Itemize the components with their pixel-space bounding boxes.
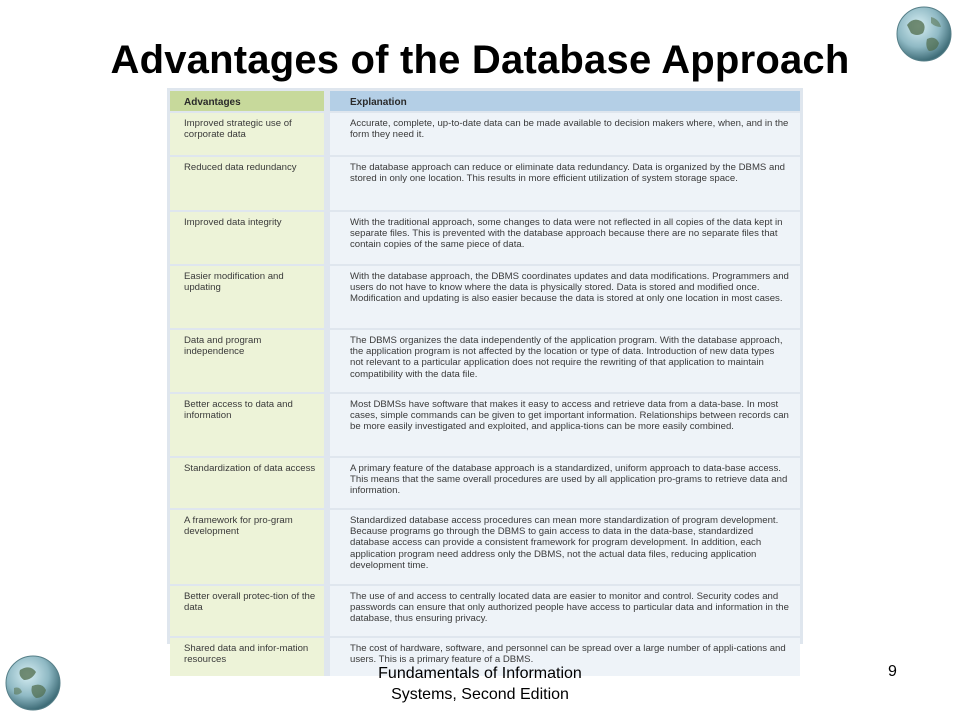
slide-footer: [330, 663, 630, 705]
page-number: 9: [888, 663, 897, 680]
advantage-cell: Shared data and infor-mation resources: [170, 638, 330, 676]
table-row: [170, 510, 800, 584]
advantage-cell: Data and program independence: [170, 330, 330, 392]
table-row: [170, 157, 800, 210]
advantage-cell: Improved data integrity: [170, 212, 330, 264]
advantage-cell: Standardization of data access: [170, 458, 330, 508]
explanation-cell: With the traditional approach, some changes to data were not reflected in all copies of the data kept in separate files. This is prevented with the database approach because there are no separate files that contain copies of the same piece of data.: [330, 212, 800, 264]
advantages-table: [167, 88, 803, 666]
globe-icon: [2, 652, 64, 714]
table-row: [170, 458, 800, 508]
column-header-advantages: Advantages: [170, 91, 330, 111]
table-row: [170, 212, 800, 264]
explanation-cell: Standardized database access procedures can mean more standardization of program development. Because programs go through the DBMS to gain access to data in the data-base, standardized database access can provide a consistent framework for program development. In addition, each application program need address only the DBMS, not the actual data files, reducing application development time.: [330, 510, 800, 584]
explanation-cell: A primary feature of the database approach is a standardized, uniform approach to data-base access. This means that the same overall procedures are used by all application pro-grams to retrieve data and information.: [330, 458, 800, 508]
explanation-cell: The database approach can reduce or eliminate data redundancy. Data is organized by the DBMS and stored in only one location. This results in more efficient utilization of system storage space.: [330, 157, 800, 210]
explanation-cell: The cost of hardware, software, and personnel can be spread over a large number of appli-cations and users. This is a primary feature of a DBMS.: [330, 638, 800, 676]
advantage-cell: Improved strategic use of corporate data: [170, 113, 330, 155]
advantage-cell: Reduced data redundancy: [170, 157, 330, 210]
column-header-explanation: Explanation: [330, 91, 800, 111]
table-row: [170, 330, 800, 392]
footer-line-1: Fundamentals of Information: [378, 665, 582, 682]
explanation-cell: The DBMS organizes the data independently of the application program. With the database approach, the application program is not affected by the location or type of data. Introduction of new data types not relevant to a particular application does not require the rewriting of that application to maintain compatibility with the data file.: [330, 330, 800, 392]
explanation-cell: Accurate, complete, up-to-date data can be made available to decision makers where, when, and in the form they need it.: [330, 113, 800, 155]
advantage-cell: Easier modification and updating: [170, 266, 330, 328]
explanation-cell: With the database approach, the DBMS coordinates updates and data modifications. Programmers and users do not have to know where the data is physically stored. Data is stored and modified once. Modification and updating is also easier because the data is stored at only one location in most cases.: [330, 266, 800, 328]
table-row: [170, 394, 800, 456]
table-row: [170, 586, 800, 636]
advantage-cell: Better access to data and information: [170, 394, 330, 456]
advantage-cell: A framework for pro-gram development: [170, 510, 330, 584]
footer-line-2: Systems, Second Edition: [391, 686, 569, 703]
table-row: [170, 113, 800, 155]
table-row: [170, 266, 800, 328]
explanation-cell: The use of and access to centrally located data are easier to monitor and control. Security codes and passwords can ensure that only authorized people have access to particular data and information in the database, thus ensuring privacy.: [330, 586, 800, 636]
advantage-cell: Better overall protec-tion of the data: [170, 586, 330, 636]
slide-title: Advantages of the Database Approach: [110, 38, 850, 82]
table-header-row: [170, 91, 800, 111]
globe-icon: [893, 3, 955, 65]
explanation-cell: Most DBMSs have software that makes it easy to access and retrieve data from a data-base. In most cases, simple commands can be given to get important information. Relationships between records can be more easily investigated and exploited, and applica-tions can be more easily combined.: [330, 394, 800, 456]
